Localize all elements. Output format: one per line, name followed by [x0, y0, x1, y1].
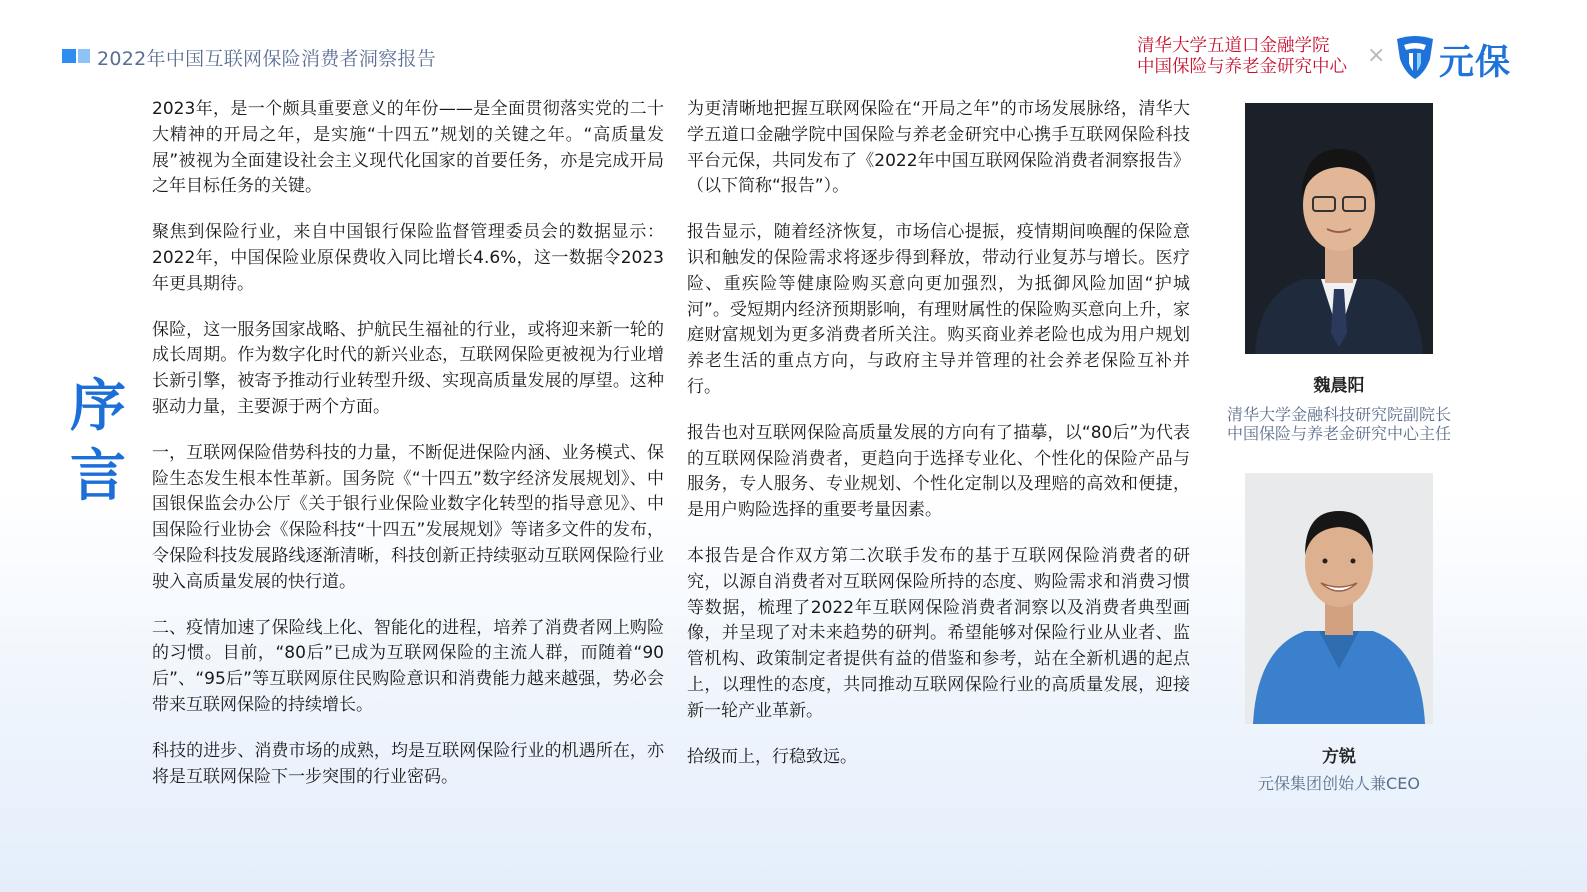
partner-line-2: 中国保险与养老金研究中心	[1137, 57, 1347, 77]
separator-times: ×	[1367, 43, 1386, 68]
partner-line-1: 清华大学五道口金融学院	[1137, 36, 1330, 56]
partner-institution	[1137, 36, 1347, 78]
portrait-photo-2	[1245, 473, 1433, 724]
paragraph: 报告显示，随着经济恢复，市场信心提振，疫情期间唤醒的保险意识和触发的保险需求将逐步得到释放，带动行业复苏与增长。医疗险、重疾险等健康险购买意向更加强烈，为抵御风险加固“护城河”。受短期内经济预期影响，有理财属性的保险购买意向上升，家庭财富规划为更多消费者所关注。购买商业养老险也成为用户规划养老生活的重点方向，与政府主导并管理的社会养老保险互补并行。	[687, 222, 1190, 397]
paragraph: 科技的进步、消费市场的成熟，均是互联网保险行业的机遇所在，亦将是互联网保险下一步突围的行业密码。	[152, 740, 664, 787]
paragraph: 二、疫情加速了保险线上化、智能化的进程，培养了消费者网上购险的习惯。目前，“80后”已成为互联网保险的主流人群，而随着“90后”、“95后”等互联网原住民购险意识和消费能力越来越强，势必会带来互联网保险的持续增长。	[152, 617, 664, 715]
shield-logo-icon	[1395, 33, 1435, 81]
person-title-1-line-2: 中国保险与养老金研究中心主任	[1226, 424, 1451, 443]
header-marker	[62, 49, 92, 63]
person-title-2-line-1: 元保集团创始人兼CEO	[1258, 774, 1420, 793]
section-title	[70, 372, 130, 512]
person-title-2	[1174, 774, 1504, 793]
marker-block-light	[78, 49, 90, 63]
preface-right-column	[687, 97, 1190, 790]
report-title: 2022年中国互联网保险消费者洞察报告	[97, 48, 437, 70]
paragraph: 保险，这一服务国家战略、护航民生福祉的行业，或将迎来新一轮的成长周期。作为数字化时代的新兴业态，互联网保险更被视为行业增长新引擎，被寄予推动行业转型升级、实现高质量发展的厚望。这种驱动力量，主要源于两个方面。	[152, 319, 664, 417]
preface-left-column	[152, 97, 664, 810]
person-name-1: 魏晨阳	[1313, 376, 1365, 396]
paragraph: 2023年，是一个颇具重要意义的年份——是全面贯彻落实党的二十大精神的开局之年，是实施“十四五”规划的关键之年。“高质量发展”被视为全面建设社会主义现代化国家的首要任务，亦是完成开局之年目标任务的关键。	[152, 99, 664, 197]
paragraph: 本报告是合作双方第二次联手发布的基于互联网保险消费者的研究，以源自消费者对互联网保险所持的态度、购险需求和消费习惯等数据，梳理了2022年互联网保险消费者洞察以及消费者典型画像，并呈现了对未来趋势的研判。希望能够对保险行业从业者、监管机构、政策制定者提供有益的借鉴和参考，站在全新机遇的起点上，以理性的态度，共同推动互联网保险行业的高质量发展，迎接新一轮产业革新。	[687, 545, 1190, 721]
logo-text: 元保	[1439, 43, 1512, 83]
person-title-1-line-1: 清华大学金融科技研究院副院长	[1226, 405, 1451, 424]
paragraph: 拾级而上，行稳致远。	[687, 746, 857, 767]
paragraph: 一，互联网保险借势科技的力量，不断促进保险内涵、业务模式、保险生态发生根本性革新。国务院《“十四五”数字经济发展规划》、中国银保监会办公厅《关于银行业保险业数字化转型的指导意见》、中国保险行业协会《保险科技“十四五”发展规划》等诸多文件的发布，令保险科技发展路线逐渐清晰，科技创新正持续驱动互联网保险行业驶入高质量发展的快行道。	[152, 442, 664, 592]
person-name-2: 方锐	[1322, 747, 1356, 767]
section-title-char-1: 序	[70, 374, 126, 439]
paragraph: 报告也对互联网保险高质量发展的方向有了描摹，以“80后”为代表的互联网保险消费者，更趋向于选择专业化、个性化的保险产品与服务，专人服务、专业规划、个性化定制以及理赔的高效和便捷，是用户购险选择的重要考量因素。	[687, 422, 1190, 521]
paragraph: 聚焦到保险行业，来自中国银行保险监督管理委员会的数据显示：2022年，中国保险业原保费收入同比增长4.6%，这一数据令2023年更具期待。	[152, 222, 664, 294]
marker-block-dark	[62, 49, 76, 63]
paragraph: 为更清晰地把握互联网保险在“开局之年”的市场发展脉络，清华大学五道口金融学院中国保险与养老金研究中心携手互联网保险科技平台元保，共同发布了《2022年中国互联网保险消费者洞察报告》（以下简称“报告”）。	[687, 99, 1190, 197]
person-title-1	[1174, 405, 1504, 443]
yuanbao-logo	[1395, 33, 1520, 81]
portrait-photo-1	[1245, 103, 1433, 354]
section-title-char-2: 言	[70, 444, 126, 509]
